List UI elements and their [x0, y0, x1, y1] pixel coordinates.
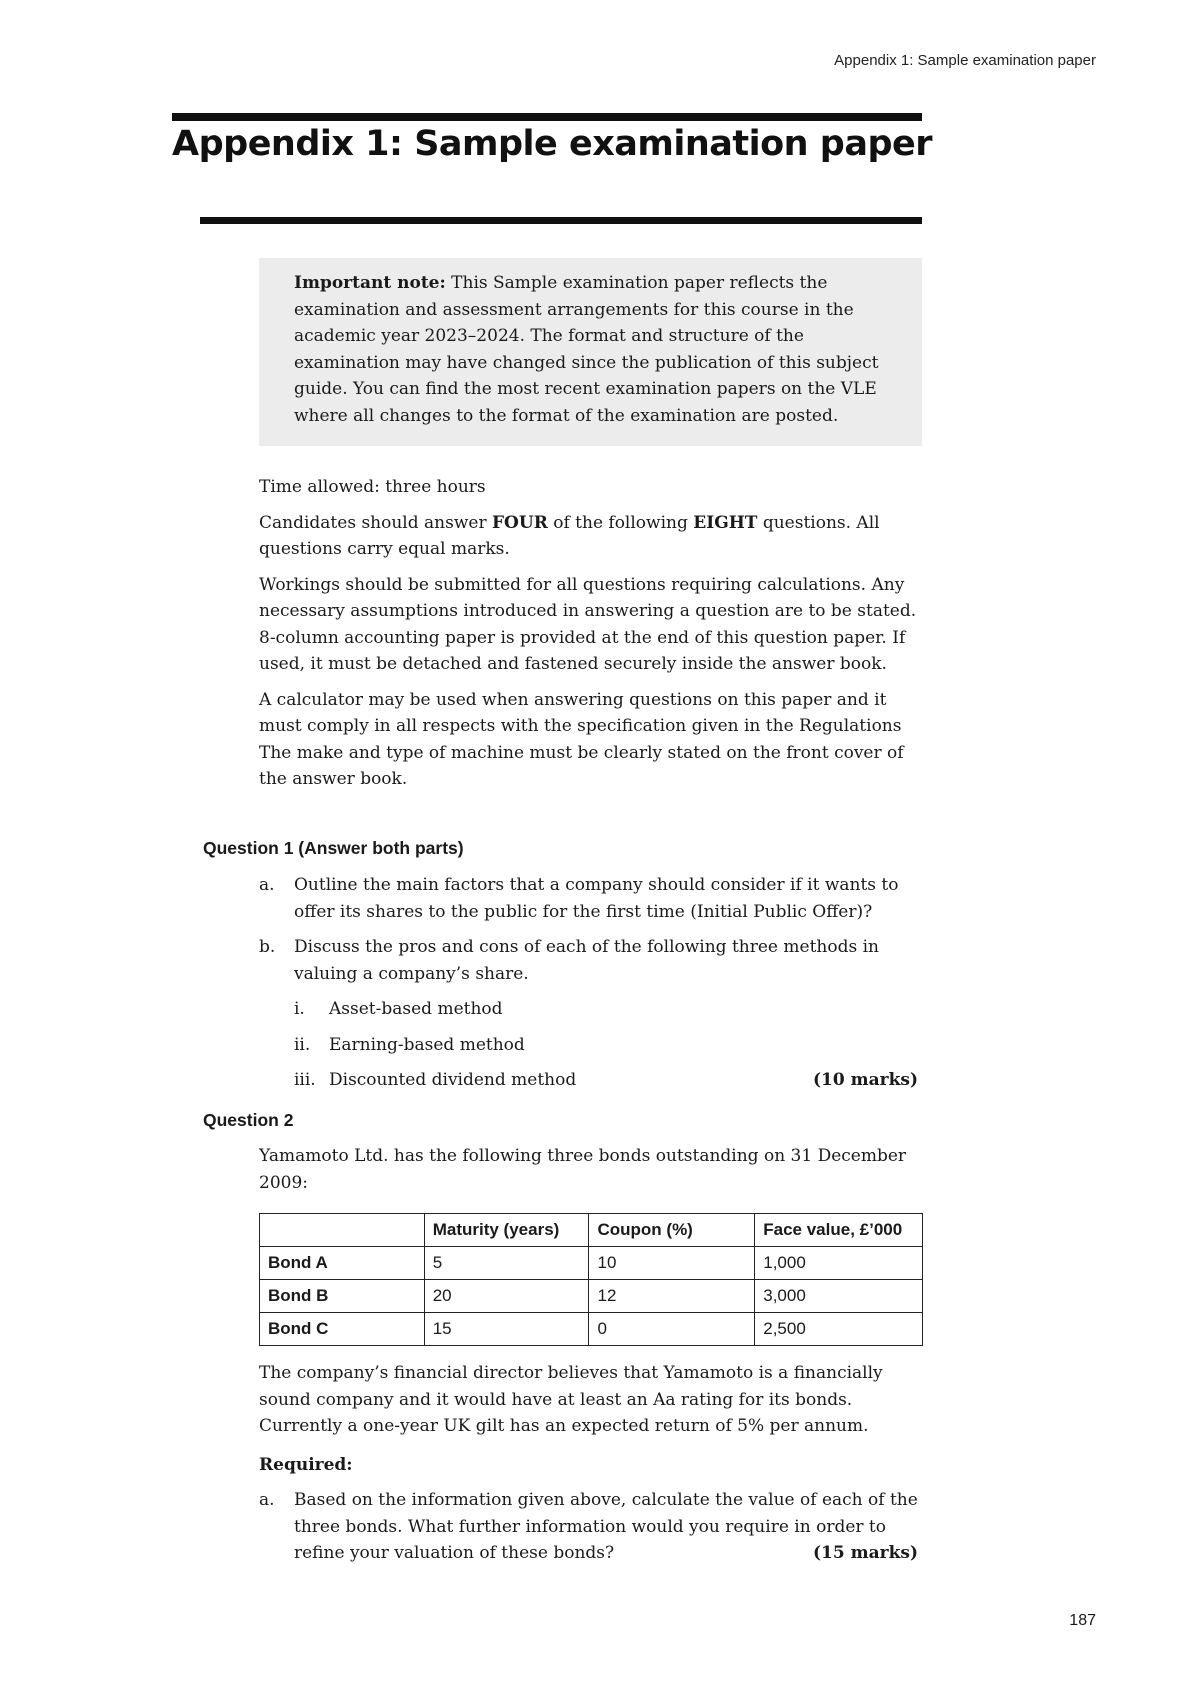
title-rule-bottom	[200, 217, 922, 224]
question-1-part-a: a. Outline the main factors that a company should consider if it wants to offer its shares to the public for the first time (Initial Public Offer)?	[259, 875, 899, 922]
running-head: Appendix 1: Sample examination paper	[834, 52, 1096, 69]
time-allowed: Time allowed: three hours	[259, 477, 486, 497]
table-cell: 3,000	[755, 1280, 923, 1313]
table-cell: 15	[424, 1313, 589, 1346]
table-cell: 5	[424, 1247, 589, 1280]
page-number: 187	[1069, 1612, 1096, 1629]
list-item: ii. Earning-based method	[294, 1034, 525, 1055]
table-cell: Bond C	[260, 1313, 425, 1346]
question-1-heading: Question 1 (Answer both parts)	[203, 838, 464, 858]
table-row	[260, 1313, 923, 1346]
note-label: Important note:	[294, 273, 446, 293]
instructions	[259, 474, 922, 802]
table-header-cell	[260, 1214, 425, 1247]
table-row	[260, 1247, 923, 1280]
note-text: This Sample examination paper reflects the examination and assessment arrangements for this course in the academic year 2023–2024. The format and structure of the examination may have changed since the publication of this subject guide. You can find the most recent examination papers on the VLE where all changes to the format of the examination are posted.	[294, 273, 879, 426]
question-2-marks: (15 marks)	[813, 1543, 918, 1563]
question-2-heading: Question 2	[203, 1110, 294, 1130]
table-header-cell: Face value, £’000	[755, 1214, 923, 1247]
question-1-method-list	[259, 996, 922, 1094]
table-cell: Bond A	[260, 1247, 425, 1280]
table-cell: Bond B	[260, 1280, 425, 1313]
table-header-row	[260, 1214, 923, 1247]
table-cell: 2,500	[755, 1313, 923, 1346]
table-cell: 10	[589, 1247, 755, 1280]
question-1-body	[259, 872, 922, 1103]
table-cell: 20	[424, 1280, 589, 1313]
table-cell: 12	[589, 1280, 755, 1313]
page-title: Appendix 1: Sample examination paper	[172, 124, 932, 164]
list-item: iii. Discounted dividend method (10 marks)	[294, 1067, 922, 1094]
table-header-cell: Maturity (years)	[424, 1214, 589, 1247]
answer-instruction: Candidates should answer FOUR of the following EIGHT questions. All questions carry equal marks.	[259, 512, 880, 559]
important-note-box	[259, 258, 922, 446]
table-row	[260, 1280, 923, 1313]
table-header-cell: Coupon (%)	[589, 1214, 755, 1247]
question-2-intro: Yamamoto Ltd. has the following three bonds outstanding on 31 December 2009:	[259, 1146, 907, 1193]
table-cell: 1,000	[755, 1247, 923, 1280]
question-2-body: The company’s financial director believes that Yamamoto is a financially sound company and it would have at least an Aa rating for its bonds. Currently a one-year UK gilt has an expected return of 5% per annum.	[259, 1363, 883, 1436]
question-2-required: Required:	[259, 1455, 353, 1475]
title-rule-top	[172, 113, 922, 121]
question-1-part-b: b. Discuss the pros and cons of each of the following three methods in valuing a company’s share.	[259, 937, 879, 984]
table-cell: 0	[589, 1313, 755, 1346]
question-2-part-a: a. Based on the information given above, calculate the value of each of the three bonds. What further information would you require in order to refine your valuation of these bonds? (15 marks)	[259, 1487, 922, 1576]
bonds-table	[259, 1213, 923, 1346]
question-1-marks: (10 marks)	[813, 1070, 918, 1090]
list-item: i. Asset-based method	[294, 999, 503, 1019]
workings-instruction: Workings should be submitted for all questions requiring calculations. Any necessary assumptions introduced in answering a question are to be stated. 8-column accounting paper is provided at the end of this question paper. If used, it must be detached and fastened securely inside the answer book.	[259, 574, 917, 674]
calculator-instruction: A calculator may be used when answering questions on this paper and it must comply in all respects with the specification given in the Regulations The make and type of machine must be clearly stated on the front cover of the answer book.	[259, 689, 904, 789]
